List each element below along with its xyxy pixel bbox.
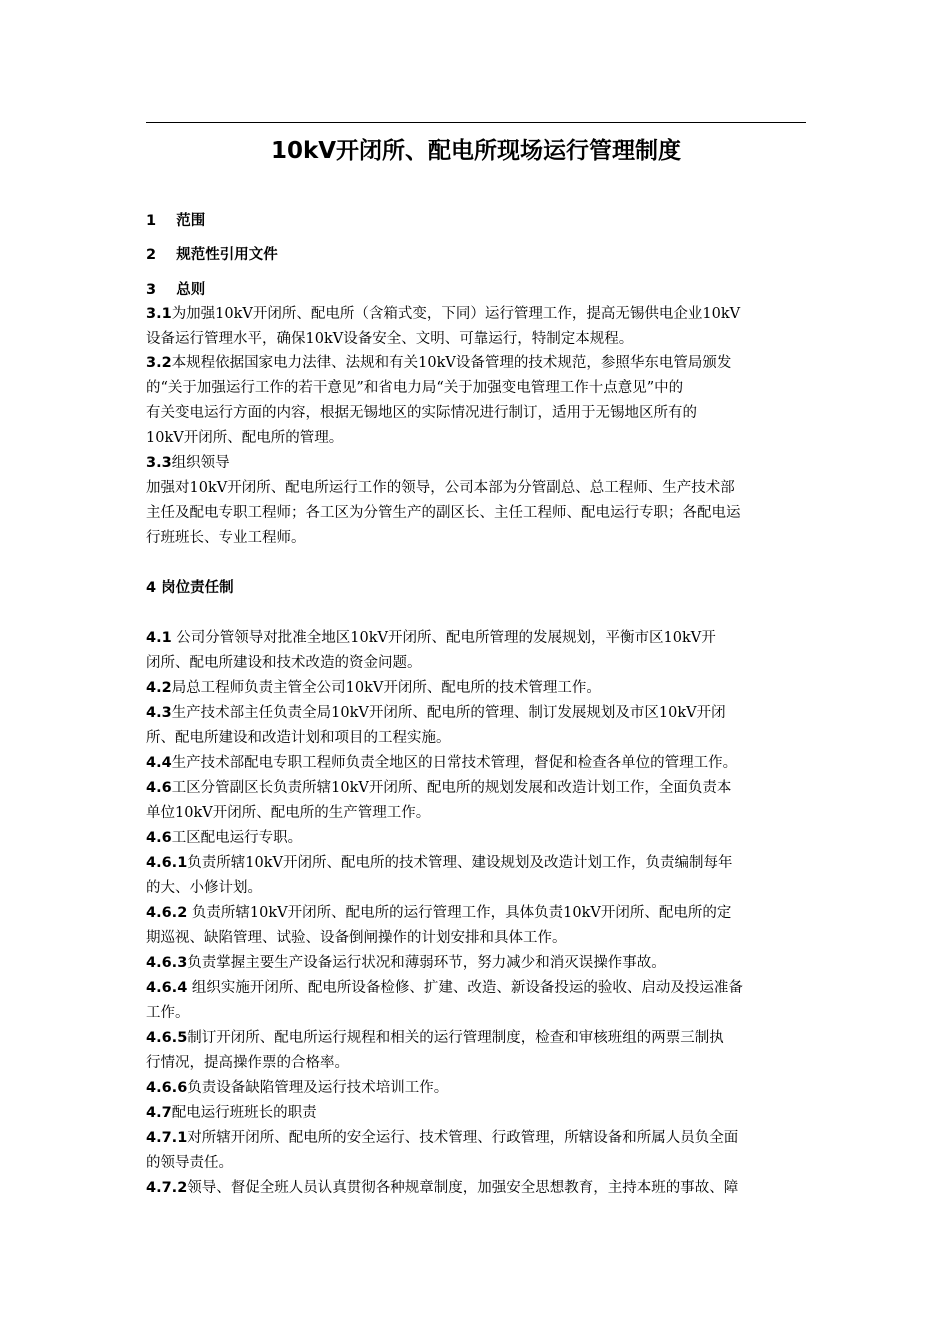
header-rule bbox=[146, 122, 806, 123]
line-text: 的领导责任。 bbox=[146, 1155, 233, 1171]
line-text: 制订开闭所、配电所运行规程和相关的运行管理制度，检查和审核班组的两票三制执 bbox=[187, 1030, 724, 1046]
paragraph-line bbox=[146, 628, 716, 648]
paragraph-line bbox=[146, 1053, 349, 1073]
line-text: 加强对10kV开闭所、配电所运行工作的领导，公司本部为分管副总、总工程师、生产技术部 bbox=[146, 480, 735, 496]
clause-number: 4.7 bbox=[146, 1105, 172, 1121]
line-text: 工作。 bbox=[146, 1005, 190, 1021]
paragraph-line bbox=[146, 1078, 448, 1098]
clause-number: 4.6.3 bbox=[146, 955, 188, 971]
paragraph-line bbox=[146, 678, 601, 698]
clause-number: 4.2 bbox=[146, 680, 172, 696]
paragraph-line bbox=[146, 1028, 724, 1048]
line-text: 公司分管领导对批准全地区10kV开闭所、配电所管理的发展规划，平衡市区10kV开 bbox=[171, 630, 716, 646]
line-text: 10kV开闭所、配电所的管理。 bbox=[146, 430, 344, 446]
paragraph-line bbox=[146, 1128, 738, 1148]
clause-number: 4.7.2 bbox=[146, 1180, 188, 1196]
line-text: 工区分管副区长负责所辖10kV开闭所、配电所的规划发展和改造计划工作，全面负责本 bbox=[171, 780, 732, 796]
clause-number: 4.6 bbox=[146, 830, 172, 846]
clause-number: 3.2 bbox=[146, 355, 172, 371]
paragraph-line bbox=[146, 428, 343, 448]
line-text: 工区配电运行专职。 bbox=[171, 830, 303, 846]
clause-number: 3.3 bbox=[146, 455, 172, 471]
section-3-heading bbox=[146, 280, 205, 300]
paragraph-line bbox=[146, 928, 567, 948]
line-text: 设备运行管理水平，确保10kV设备安全、文明、可靠运行，特制定本规程。 bbox=[146, 331, 634, 347]
section-number: 1 bbox=[146, 213, 157, 229]
paragraph-line bbox=[146, 1103, 317, 1123]
line-text: 为加强10kV开闭所、配电所（含箱式变，下同）运行管理工作，提高无锡供电企业10kV bbox=[171, 306, 741, 322]
paragraph-line bbox=[146, 1153, 233, 1173]
paragraph-line bbox=[146, 478, 735, 498]
clause-number: 4.3 bbox=[146, 705, 172, 721]
line-text: 单位10kV开闭所、配电所的生产管理工作。 bbox=[146, 805, 431, 821]
line-text: 领导、督促全班人员认真贯彻各种规章制度，加强安全思想教育，主持本班的事故、障 bbox=[187, 1180, 739, 1196]
line-text: 生产技术部主任负责全局10kV开闭所、配电所的管理、制订发展规划及市区10kV开闭 bbox=[171, 705, 726, 721]
paragraph-line bbox=[146, 803, 430, 823]
paragraph-line bbox=[146, 403, 697, 423]
document-title: 10kV开闭所、配电所现场运行管理制度 bbox=[270, 138, 682, 164]
line-text: 所、配电所建设和改造计划和项目的工程实施。 bbox=[146, 730, 451, 746]
paragraph-line bbox=[146, 903, 731, 923]
paragraph-line bbox=[146, 878, 262, 898]
line-text: 负责设备缺陷管理及运行技术培训工作。 bbox=[187, 1080, 449, 1096]
section-1-heading bbox=[146, 211, 205, 231]
paragraph-line bbox=[146, 1178, 738, 1198]
line-text: 生产技术部配电专职工程师负责全地区的日常技术管理，督促和检查各单位的管理工作。 bbox=[171, 755, 738, 771]
line-text: 的“关于加强运行工作的若干意见”和省电力局“关于加强变电管理工作十点意见”中的 bbox=[146, 380, 684, 396]
line-text: 负责掌握主要生产设备运行状况和薄弱环节，努力减少和消灭误操作事故。 bbox=[187, 955, 666, 971]
paragraph-line bbox=[146, 304, 740, 324]
line-text: 期巡视、缺陷管理、试验、设备倒闸操作的计划安排和具体工作。 bbox=[146, 930, 567, 946]
line-text: 闭所、配电所建设和技术改造的资金问题。 bbox=[146, 655, 422, 671]
line-text: 有关变电运行方面的内容，根据无锡地区的实际情况进行制订，适用于无锡地区所有的 bbox=[146, 405, 697, 421]
line-text: 局总工程师负责主管全公司10kV开闭所、配电所的技术管理工作。 bbox=[171, 680, 601, 696]
paragraph-line bbox=[146, 1003, 190, 1023]
paragraph-line bbox=[146, 728, 451, 748]
line-text: 组织领导 bbox=[171, 455, 230, 471]
section-4-heading: 4 岗位责任制 bbox=[146, 580, 234, 596]
line-text: 对所辖开闭所、配电所的安全运行、技术管理、行政管理，所辖设备和所属人员负全面 bbox=[187, 1130, 739, 1146]
section-label: 总则 bbox=[176, 282, 206, 298]
line-text: 本规程依据国家电力法律、法规和有关10kV设备管理的技术规范，参照华东电管局颁发 bbox=[171, 355, 732, 371]
paragraph-line bbox=[146, 503, 741, 523]
paragraph-line bbox=[146, 528, 306, 548]
clause-number: 4.6.2 bbox=[146, 905, 188, 921]
line-text: 的大、小修计划。 bbox=[146, 880, 262, 896]
paragraph-line bbox=[146, 778, 731, 798]
line-text: 行情况，提高操作票的合格率。 bbox=[146, 1055, 349, 1071]
paragraph-line bbox=[146, 703, 726, 723]
line-text: 组织实施开闭所、配电所设备检修、扩建、改造、新设备投运的验收、启动及投运准备 bbox=[187, 980, 743, 996]
line-text: 负责所辖10kV开闭所、配电所的技术管理、建设规划及改造计划工作，负责编制每年 bbox=[187, 855, 733, 871]
section-number: 2 bbox=[146, 247, 157, 263]
section-2-heading bbox=[146, 245, 278, 265]
paragraph-line bbox=[146, 653, 422, 673]
paragraph-line bbox=[146, 853, 733, 873]
line-text: 主任及配电专职工程师；各工区为分管生产的副区长、主任工程师、配电运行专职；各配电运 bbox=[146, 505, 741, 521]
paragraph-line bbox=[146, 453, 230, 473]
paragraph-line bbox=[146, 828, 302, 848]
section-number: 3 bbox=[146, 282, 157, 298]
paragraph-line bbox=[146, 978, 743, 998]
line-text: 行班班长、专业工程师。 bbox=[146, 530, 306, 546]
line-text: 负责所辖10kV开闭所、配电所的运行管理工作，具体负责10kV开闭所、配电所的定 bbox=[187, 905, 732, 921]
line-text: 配电运行班班长的职责 bbox=[171, 1105, 317, 1121]
clause-number: 4.6.4 bbox=[146, 980, 188, 996]
clause-number: 4.6 bbox=[146, 780, 172, 796]
paragraph-line bbox=[146, 378, 683, 398]
clause-number: 4.6.5 bbox=[146, 1030, 188, 1046]
clause-number: 4.6.6 bbox=[146, 1080, 188, 1096]
paragraph-line bbox=[146, 353, 731, 373]
section-label: 范围 bbox=[176, 213, 206, 229]
section-label: 规范性引用文件 bbox=[176, 247, 278, 263]
clause-number: 4.6.1 bbox=[146, 855, 188, 871]
clause-number: 3.1 bbox=[146, 306, 172, 322]
paragraph-line bbox=[146, 753, 737, 773]
clause-number: 4.7.1 bbox=[146, 1130, 188, 1146]
clause-number: 4.1 bbox=[146, 630, 172, 646]
paragraph-line bbox=[146, 953, 666, 973]
clause-number: 4.4 bbox=[146, 755, 172, 771]
paragraph-line bbox=[146, 329, 633, 349]
